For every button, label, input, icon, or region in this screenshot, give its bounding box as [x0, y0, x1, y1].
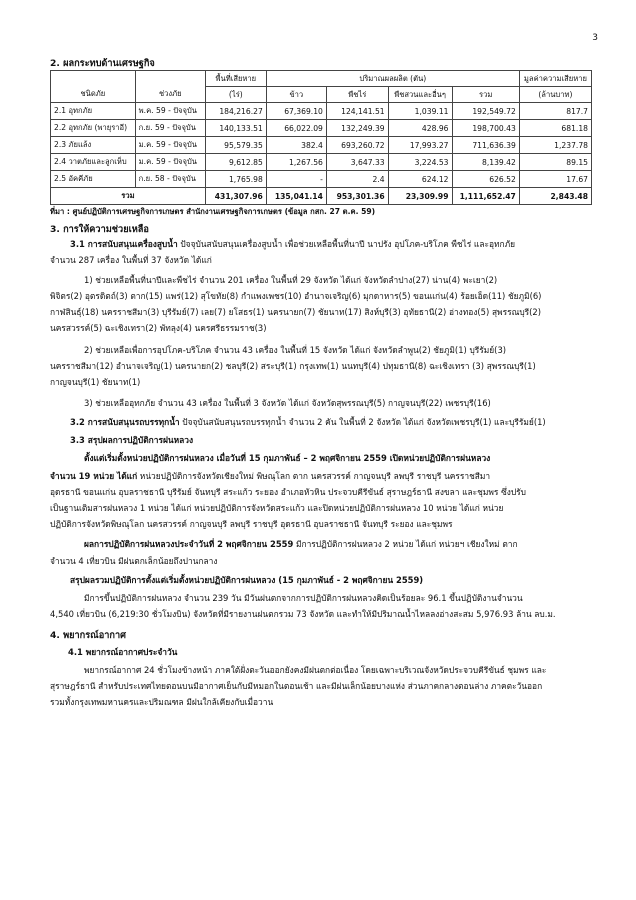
cell-total: 626.52 — [452, 171, 519, 188]
table-row — [51, 137, 592, 154]
header-mbaht: (ล้านบาท) — [519, 87, 591, 103]
cell-type: 2.1 อุทกภัย — [51, 103, 136, 120]
s33-daily-line-1 — [84, 538, 518, 550]
table-header-row-1 — [51, 71, 592, 87]
total-rice: 135,041.14 — [266, 188, 326, 205]
cell-garden: 3,224.53 — [388, 154, 452, 171]
header-garden: พืชสวนและอื่นๆ — [388, 87, 452, 103]
s33-line-3: อุดรธานี ขอนแก่น อุบลราชธานี บุรีรัมย์ จันทบุรี สระแก้ว ระยอง อำเภอหัวหิน ประจวบคีรีขันธ์ สุราษฎร์ธานี สงขลา และชุมพร ซึ่งปรับ — [50, 487, 526, 497]
cell-total: 711,636.39 — [452, 137, 519, 154]
item2-line-1: 2) ช่วยเหลือเพื่อการอุปโภค-บริโภค จำนวน 43 เครื่อง ในพื้นที่ 15 จังหวัด ได้แก่ จังหวัดลำพูน(2) ชัยภูมิ(1) บุรีรัมย์(3) — [84, 345, 507, 355]
s33-line-2 — [50, 470, 490, 482]
cell-garden: 428.96 — [388, 120, 452, 137]
total-garden: 23,309.99 — [388, 188, 452, 205]
cell-garden: 1,039.11 — [388, 103, 452, 120]
s33-daily-text: มีการปฏิบัติการฝนหลวง 2 หน่วย ได้แก่ หน่วยฯ เชียงใหม่ ตาก — [293, 539, 518, 549]
section-2-title: 2. ผลกระทบด้านเศรษฐกิจ — [50, 58, 155, 69]
cell-field: 3,647.33 — [326, 154, 388, 171]
header-type: ชนิดภัย — [51, 87, 136, 103]
section-4-title: 4. พยากรณ์อากาศ — [50, 630, 126, 641]
header-period: ช่วงภัย — [135, 87, 205, 103]
cell-field: 132,249.39 — [326, 120, 388, 137]
s33-units-text: หน่วยปฏิบัติการจังหวัดเชียงใหม่ พิษณุโลก ตาก นครสวรรค์ กาญจนบุรี ลพบุรี ราชบุรี นครราชสีมา — [137, 471, 491, 481]
forecast-line-3: รวมทั้งกรุงเทพมหานครและปริมณฑล มีฝนใกล้เคียงกับเมื่อวาน — [50, 697, 274, 707]
cell-period: ก.ย. 59 - ปัจจุบัน — [135, 120, 205, 137]
table-row — [51, 103, 592, 120]
s32-text: ปัจจุบันสนับสนุนรถบรรทุกน้ำ จำนวน 2 คัน ในพื้นที่ 2 จังหวัด ได้แก่ จังหวัดเพชรบุรี(1) และบุรีรัมย์(1) — [179, 417, 546, 427]
s33-daily-line-2: จำนวน 4 เที่ยวบิน มีฝนตกเล็กน้อยถึงปานกลาง — [50, 556, 218, 566]
header-total: รวม — [452, 87, 519, 103]
s33-heading: 3.3 สรุปผลการปฏิบัติการฝนหลวง — [70, 435, 194, 445]
total-total: 1,111,652.47 — [452, 188, 519, 205]
cell-garden: 17,993.27 — [388, 137, 452, 154]
cell-rice: 382.4 — [266, 137, 326, 154]
table-row — [51, 171, 592, 188]
cell-value: 1,237.78 — [519, 137, 591, 154]
total-label: รวม — [51, 188, 206, 205]
section-3-title: 3. การให้ความช่วยเหลือ — [50, 224, 149, 235]
table-header-row-2 — [51, 87, 592, 103]
table-row — [51, 154, 592, 171]
cell-area: 184,216.27 — [205, 103, 266, 120]
header-output: ปริมาณผลผลิต (ตัน) — [266, 71, 519, 87]
cell-period: พ.ค. 59 - ปัจจุบัน — [135, 103, 205, 120]
cell-garden: 624.12 — [388, 171, 452, 188]
s32-heading: 3.2 การสนับสนุนรถบรรทุกน้ำ — [70, 417, 180, 427]
cell-rice: 1,267.56 — [266, 154, 326, 171]
header-blank — [51, 71, 136, 87]
cell-total: 192,549.72 — [452, 103, 519, 120]
cell-type: 2.3 ภัยแล้ง — [51, 137, 136, 154]
s33-line-4: เป็นฐานเติมสารฝนหลวง 1 หน่วย ได้แก่ หน่วยปฏิบัติการจังหวัดสระแก้ว และปิดหน่วยปฏิบัติการฝนหลวง 10 หน่วย ได้แก่ หน่วย — [50, 503, 504, 513]
cell-period: ม.ค. 59 - ปัจจุบัน — [135, 154, 205, 171]
table-total-row — [51, 188, 592, 205]
cell-value: 89.15 — [519, 154, 591, 171]
s31-text: ปัจจุบันสนับสนุนเครื่องสูบน้ำ เพื่อช่วยเหลือพื้นที่นาปี นาปรัง อุปโภค-บริโภค พืชไร่ และอุทกภัย — [177, 239, 515, 249]
cell-rice: - — [266, 171, 326, 188]
cell-area: 140,133.51 — [205, 120, 266, 137]
table-row — [51, 120, 592, 137]
s31-line-2: จำนวน 287 เครื่อง ในพื้นที่ 37 จังหวัด ได้แก่ — [50, 255, 212, 265]
total-field: 953,301.36 — [326, 188, 388, 205]
s33-line-5: ปฏิบัติการจังหวัดพิษณุโลก นครสวรรค์ กาญจนบุรี ลพบุรี ราชบุรี อุดรธานี อุบลราชธานี จันทบุรี ระยอง และชุมพร — [50, 519, 453, 529]
s33-daily-bold: ผลการปฏิบัติการฝนหลวงประจำวันที่ 2 พฤศจิกายน 2559 — [84, 539, 294, 549]
header-value: มูลค่าความเสียหาย — [519, 71, 591, 87]
s41-heading: 4.1 พยากรณ์อากาศประจำวัน — [68, 647, 178, 657]
header-rice: ข้าว — [266, 87, 326, 103]
header-field-crops: พืชไร่ — [326, 87, 388, 103]
cell-field: 2.4 — [326, 171, 388, 188]
cell-value: 681.18 — [519, 120, 591, 137]
item1-line-1: 1) ช่วยเหลือพื้นที่นาปีและพืชไร่ จำนวน 201 เครื่อง ในพื้นที่ 29 จังหวัด ได้แก่ จังหวัดลำปาง(27) น่าน(4) พะเยา(2) — [84, 275, 498, 285]
item3-line-1: 3) ช่วยเหลืออุทกภัย จำนวน 43 เครื่อง ในพื้นที่ 3 จังหวัด ได้แก่ จังหวัดสุพรรณบุรี(5) กาญจนบุรี(22) เพชรบุรี(16) — [84, 398, 491, 408]
cell-type: 2.5 อัคคีภัย — [51, 171, 136, 188]
item2-line-3: กาญจนบุรี(1) ชัยนาท(1) — [50, 377, 141, 387]
item1-line-3: กาฬสินธุ์(18) นครราชสีมา(3) บุรีรัมย์(7) เลย(7) ยโสธร(1) นครนายก(7) ชัยนาท(17) สิงห์บุรี(3) อุทัยธานี(2) อ่างทอง(5) สุพรรณบุรี(2) — [50, 307, 542, 317]
cell-period: ม.ค. 59 - ปัจจุบัน — [135, 137, 205, 154]
header-rai: (ไร่) — [205, 87, 266, 103]
item1-line-2: พิจิตร(2) อุตรดิตถ์(3) ตาก(15) แพร่(12) สุโขทัย(8) กำแพงเพชร(10) อำนาจเจริญ(6) มุกดาหาร(5) ขอนแก่น(4) ร้อยเอ็ด(11) ชัยภูมิ(6) — [50, 291, 542, 301]
page-number: 3 — [592, 33, 598, 43]
s32-line — [70, 416, 546, 428]
cell-rice: 67,369.10 — [266, 103, 326, 120]
forecast-line-2: สุราษฎร์ธานี สำหรับประเทศไทยตอนบนมีอากาศเย็นกับมีหมอกในตอนเช้า และมีฝนเล็กน้อยบางแห่ง ส่วนภาคกลางตอนล่าง ภาคตะวันออก — [50, 681, 543, 691]
cell-total: 8,139.42 — [452, 154, 519, 171]
cell-value: 817.7 — [519, 103, 591, 120]
header-blank — [135, 71, 205, 87]
cell-area: 1,765.98 — [205, 171, 266, 188]
cell-type: 2.2 อุทกภัย (พายุราอี) — [51, 120, 136, 137]
header-area: พื้นที่เสียหาย — [205, 71, 266, 87]
cell-type: 2.4 วาตภัยและลูกเห็บ — [51, 154, 136, 171]
s33-bold-line-1: ตั้งแต่เริ่มตั้งหน่วยปฏิบัติการฝนหลวง เมื่อวันที่ 15 กุมภาพันธ์ – 2 พฤศจิกายน 2559 เปิดหน่วยปฏิบัติการฝนหลวง — [84, 453, 491, 463]
total-value: 2,843.48 — [519, 188, 591, 205]
cell-period: ก.ย. 58 - ปัจจุบัน — [135, 171, 205, 188]
cell-rice: 66,022.09 — [266, 120, 326, 137]
item1-line-4: นครสวรรค์(5) ฉะเชิงเทรา(2) พัทลุง(4) นครศรีธรรมราช(3) — [50, 323, 267, 333]
cell-area: 9,612.85 — [205, 154, 266, 171]
total-area: 431,307.96 — [205, 188, 266, 205]
cell-total: 198,700.43 — [452, 120, 519, 137]
s33-summary-heading: สรุปผลรวมปฏิบัติการตั้งแต่เริ่มตั้งหน่วยปฏิบัติการฝนหลวง (15 กุมภาพันธ์ - 2 พฤศจิกายน 2559) — [70, 575, 424, 585]
cell-area: 95,579.35 — [205, 137, 266, 154]
cell-field: 124,141.51 — [326, 103, 388, 120]
forecast-line-1: พยากรณ์อากาศ 24 ชั่วโมงข้างหน้า ภาคใต้ฝั่งตะวันออกยังคงมีฝนตกต่อเนื่อง โดยเฉพาะบริเวณจังหวัดประจวบคีรีขันธ์ ชุมพร และ — [84, 665, 547, 675]
economic-impact-table — [50, 70, 592, 205]
item2-line-2: นครราชสีมา(12) อำนาจเจริญ(1) นครนายก(2) ชลบุรี(2) สระบุรี(1) กรุงเทพ(1) นนทบุรี(4) ปทุมธานี(8) ฉะเชิงเทรา (3) สุพรรณบุรี(1) — [50, 361, 536, 371]
cell-field: 693,260.72 — [326, 137, 388, 154]
s33-units-bold: จำนวน 19 หน่วย ได้แก่ — [50, 471, 138, 481]
s31-heading: 3.1 การสนับสนุนเครื่องสูบน้ำ — [70, 239, 178, 249]
table-source: ที่มา : ศูนย์ปฏิบัติการเศรษฐกิจการเกษตร สำนักงานเศรษฐกิจการเกษตร (ข้อมูล กสก. 27 ต.ค. 59) — [50, 207, 376, 216]
cell-value: 17.67 — [519, 171, 591, 188]
s33-summary-line-2: 4,540 เที่ยวบิน (6,219:30 ชั่วโมงบิน) จังหวัดที่มีรายงานฝนตกรวม 73 จังหวัด และทำให้มีปริมาณน้ำไหลลงอ่างสะสม 5,976.93 ล้าน ลบ.ม. — [50, 609, 556, 619]
s31-line-1 — [70, 238, 515, 250]
s33-summary-line-1: มีการขึ้นปฏิบัติการฝนหลวง จำนวน 239 วัน มีวันฝนตกจากการปฏิบัติการฝนหลวงคิดเป็นร้อยละ 96.1 ขึ้นปฏิบัติงานจำนวน — [84, 593, 523, 603]
